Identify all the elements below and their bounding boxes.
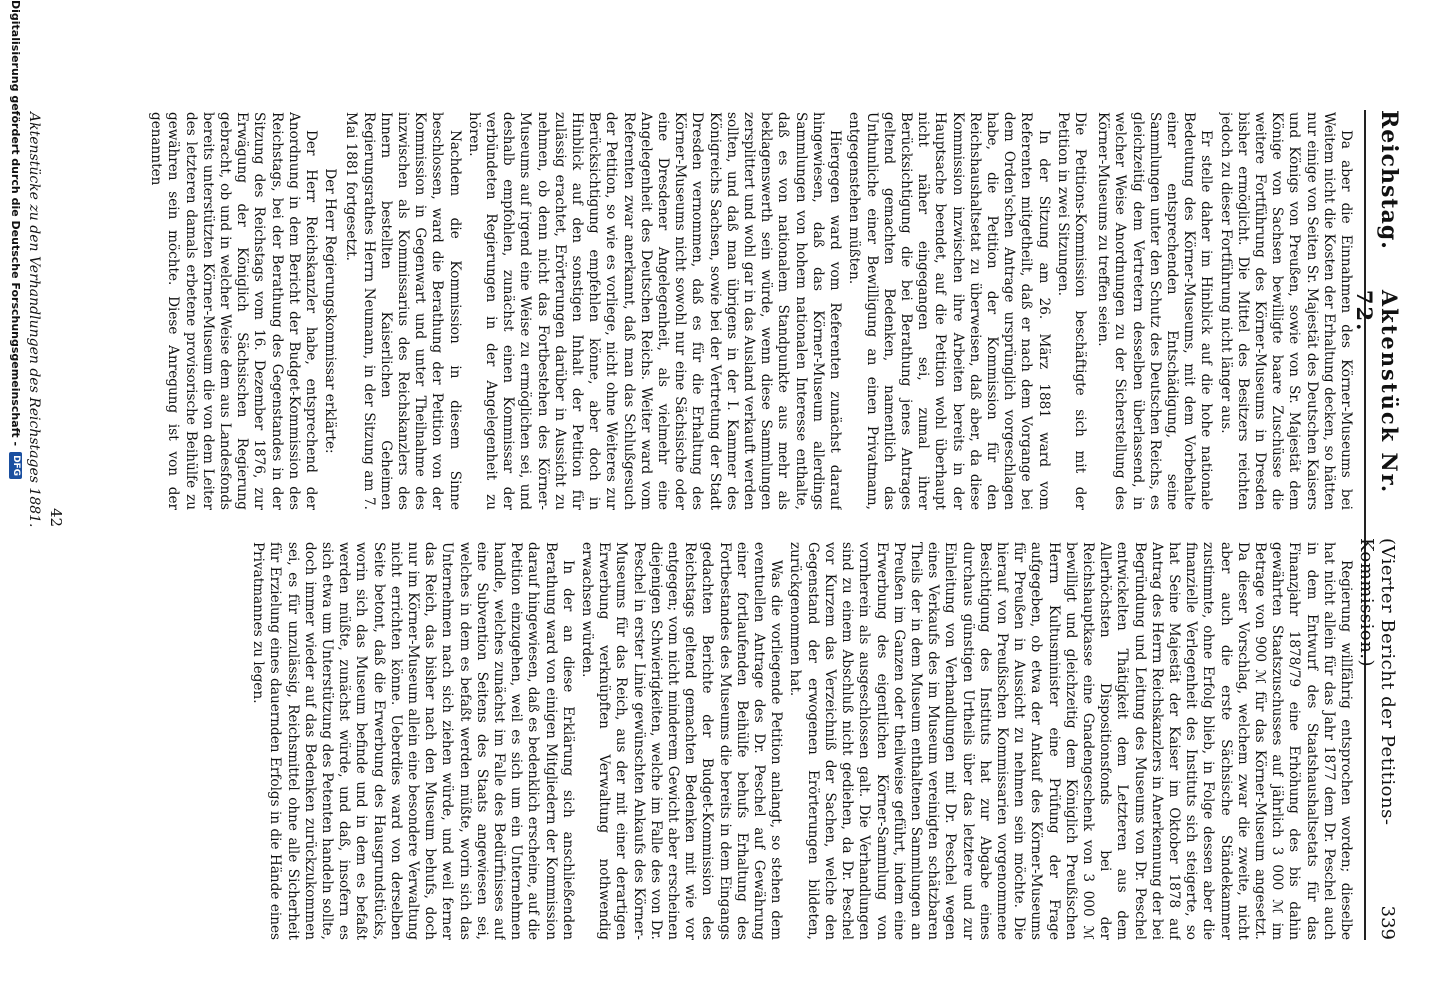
paragraph: Was die vorliegende Petition anlangt, so stehen dem eventuellen Antrage des Dr. Peschel auf Gewährung einer fortlaufenden Beihülfe behufs Erhaltung des Fortbestandes des Museums die bereits in dem Eingangs gedachten Berichte der Budget-Kommission des Reichstags geltend gemachten Bedenken mit wie vor entgegen; vom nicht minderem Gewicht aber erscheinen diejenigen Schwierigkeiten, welche im Falle des von Dr. Peschel in erster Linie gewünschten Ankaufs des Körner-Museums für das Reich, aus der mit einer derartigen Erwerbung verknüpften Verwaltung nothwendig erwachsen würden.: [579, 542, 785, 940]
paragraph: Der Herr Regierungskommissar erklärte:: [322, 168, 339, 454]
paragraph: Da aber die Einnahmen des Körner-Museums bei Weitem nicht die Kosten der Erhaltung decken, so hätten nur einige von Seiten Sr. Majestät des Deutschen Kaisers und Königs von Preußen, sowie von Sr. Majestät dem Könige von Sachsen bewilligte baare Zuschüsse die weitere Fortführung des Körner-Museums in Dresden bisher ermöglicht. Die Mittel des Besitzers reichten jedoch zu dieser Fortführung nicht länger aus.: [1217, 112, 1354, 510]
digitization-text: Digitalisierung gefördert durch die Deutsche Forschungsgemeinschaft -: [9, 0, 23, 447]
footer-reference: Aktenstücke zu den Verhandlungen des Reichstages 1881.: [26, 112, 42, 528]
paragraph: Der Herr Reichskanzler habe, entsprechend der Anordnung in dem Bericht der Budget-Kommission des Reichstags, bei der Berathung des Gegenstandes in der Sitzung des Reichstags vom 16. Dezember 1876, zur Erwägung der Königlich Sächsischen Regierung gebracht, ob und in welcher Weise dem aus Landesfonds bereits unterstützten Körner-Museum die von dem Leiter des letzteren damals erbetene provisorische Beihülfe zu gewähren sein möchte. Diese Anregung ist von der genannten: [148, 112, 320, 510]
paragraph: Hiergegen ward vom Referenten zunächst darauf hingewiesen, daß das Körner-Museum allerdings Sammlungen von hohem nationalen Interesse enthalte, daß es von nationalem Standpunkte aus mehr als beklagenswerth sein würde, wenn diese Sammlungen zersplittert und wohl gar in das Ausland verkauft werden sollten, und daß man übrigens in der I. Kammer des Königreichs Sachsen, sowie bei der Vertretung der Stadt Dresden vernommen, daß es für die Erhaltung des Körner-Museums nicht sowohl nur eine Sächsische oder eine Dresdener Angelegenheit, als vielmehr eine Angelegenheit des Deutschen Reichs. Weiter ward vom Referenten zwar anerkannt, daß man das Schlußgesuch der Petition, so wie es vorliege, nicht ohne Weiteres zur Berücksichtigung empfehlen könne, aber doch in Hinblick auf den sonstigen Inhalt der Petition für zulässig erachtet, Erörterungen darüber in Aussicht zu nehmen, ob denn nicht das Fortbestehen des Körner-Museums auf irgend eine Weise zu ermöglichen sei, und deshalb empfohlen, zunächst einen Kommissar der verbündeten Regierungen in der Angelegenheit zu hören.: [465, 112, 844, 510]
paragraph: Er stelle daher im Hinblick auf die hohe nationale Bedeutung des Körner-Museums, mit dem Vorbehalte einer entsprechenden Entschädigung, seine Sammlungen unter den Schutz des Deutschen Reichs, es gleichzeitig dem Vertretern desselben überlassend, in welcher Weise Anordnungen zu der Sicherstellung des Körner-Museums zu treffen seien.: [1095, 112, 1215, 510]
paragraph: Die Petitions-Kommission beschäftigte sich mit der Petition in zwei Sitzungen.: [1054, 112, 1088, 510]
page-header: [1352, 110, 1402, 940]
dfg-logo-icon: DFG: [10, 452, 23, 479]
header-section: Reichstag.: [1376, 110, 1402, 250]
paragraph: Regierung willfährig entsprochen worden; dieselbe hat nicht allein für das Jahr 1877 dem Dr. Peschel auch in dem Entwurf des Staatshaushaltsetats für das Finanzjahr 1878/79 eine Erhöhung des bis dahin gewährten Staatszuschusses auf jährlich 3 000 ℳ im Betrage von 900 ℳ für das Körner-Museum angesetzt. Da dieser Vorschlag, welchem zwar die zweite, nicht aber auch die erste Sächsische Ständekammer zustimmte, ohne Erfolg blieb, in Folge dessen aber die finanzielle Verlegenheit des Instituts sich steigerte, so hat Seine Majestät der Kaiser im Oktober 1878 auf Antrag des Herrn Reichskanzlers in Anerkennung der bei Begründung und Leitung des Museums von Dr. Peschel entwickelten Thätigkeit dem Letzteren aus dem Allerhöchsten Dispositionsfonds bei der Reichshauptkasse eine Gnadengeschenk von 3 000 ℳ bewilligt und gleichzeitig dem Königlich Preußischen Herrn Kultusminister eine Prüfung der Frage aufgegeben, ob etwa der Ankauf des Körner-Museums für Preußen in Aussicht zu nehmen sein möchte. Die hierauf von Preußischen Kommissarien vorgenommene Besichtigung des Instituts hat zur Abgabe eines durchaus günstigen Urtheils über das letztere und zur Einleitung von Verhandlungen mit Dr. Peschel wegen eines Verkaufs des im Museum vereinigten schätzbaren Theils der in dem Museum enthaltenen Sammlungen an Preußen im Ganzen oder theilweise geführt, indem eine Erwerbung des eigentlichen Körner-Sammlung von vornherein als ausgeschlossen galt. Die Verhandlungen sind zu einem Abschluß nicht gediehen, da Dr. Peschel vor Kurzem das Verzeichniß der Sachen, welche den Gegenstand der erwogenen Erörterungen bildeten, zurückgenommen hat.: [787, 542, 1354, 940]
digitization-notice: [7, 0, 25, 1000]
paragraph: In der an diese Erklärung sich anschließenden Berathung ward von einigen Mitgliedern der Kommission darauf hingewiesen, daß es bedenklich erscheine, auf die Petition einzugehen, weil es sich um ein Unternehmen handle, welches zunächst im Falle des Bedürfnisses auf eine Subvention Seitens des Staats angewiesen sei, welches in dem es befaßt werden müßte, worin sich das Unternehmen nach sich ziehen würde, und weil ferner das Reich, das bisher nach den Museum behufs, doch nur im Körner-Museum allein eine besondere Verwaltung nicht errichten könne. Ueberdies ward von derselben Seite betont, daß die Erwerbung des Hausgrundstücks, worin sich das Museum befinde und in dem es befaßt werden müßte, zunächst würde, und daß, insofern es sich etwa um Unterstützung des Petenten handeln sollte, doch immer wieder auf das Bedenken zurückzukommen sei, es für unzulässig, Reichsmittel ohne alle Sicherheit für Erzielung eines dauernden Erfolgs in die Hände eines Privatmannes zu legen.: [250, 542, 576, 940]
paragraph: In der Sitzung am 26. März 1881 ward vom Referenten mitgetheilt, daß er nach dem Vorgange bei dem Orden'schen Antrage ursprünglich vorgeschlagen habe, die Petition der Kommission für den Reichshaushaltsetat zu überweisen, daß aber, da diese Kommission inzwischen ihre Arbeiten bereits in der Hauptsache beendet, auf die Petition wohl überhaupt nicht näher eingegangen sei, zumal ihrer Berücksichtigung die bei Berathung jenes Antrages geltend gemachten Bedenken, namentlich das Unthunliche einer Bewilligung an einen Privatmann, entgegenstehen müßten.: [846, 112, 1052, 510]
paragraph: Nachdem die Kommission in diesem Sinne beschlossen, ward die Berathung der Petition von der Kommission in Gegenwart und unter Theilnahme des inzwischen als Kommissarius des Reichskanzlers des Innern bestellten Kaiserlichen Geheimen Regierungsrathes Herrn Neumann, in der Sitzung am 7. Mai 1881 fortgesetzt.: [343, 112, 463, 510]
header-part: (Vierter Bericht der Petitions-Kommission.): [1356, 537, 1398, 826]
page-number: 339: [1377, 905, 1398, 940]
header-title: Aktenstück Nr. 72.: [1352, 289, 1402, 495]
right-column: [70, 542, 1354, 940]
left-column: [70, 112, 1354, 510]
sheet-number: 42: [47, 508, 65, 528]
